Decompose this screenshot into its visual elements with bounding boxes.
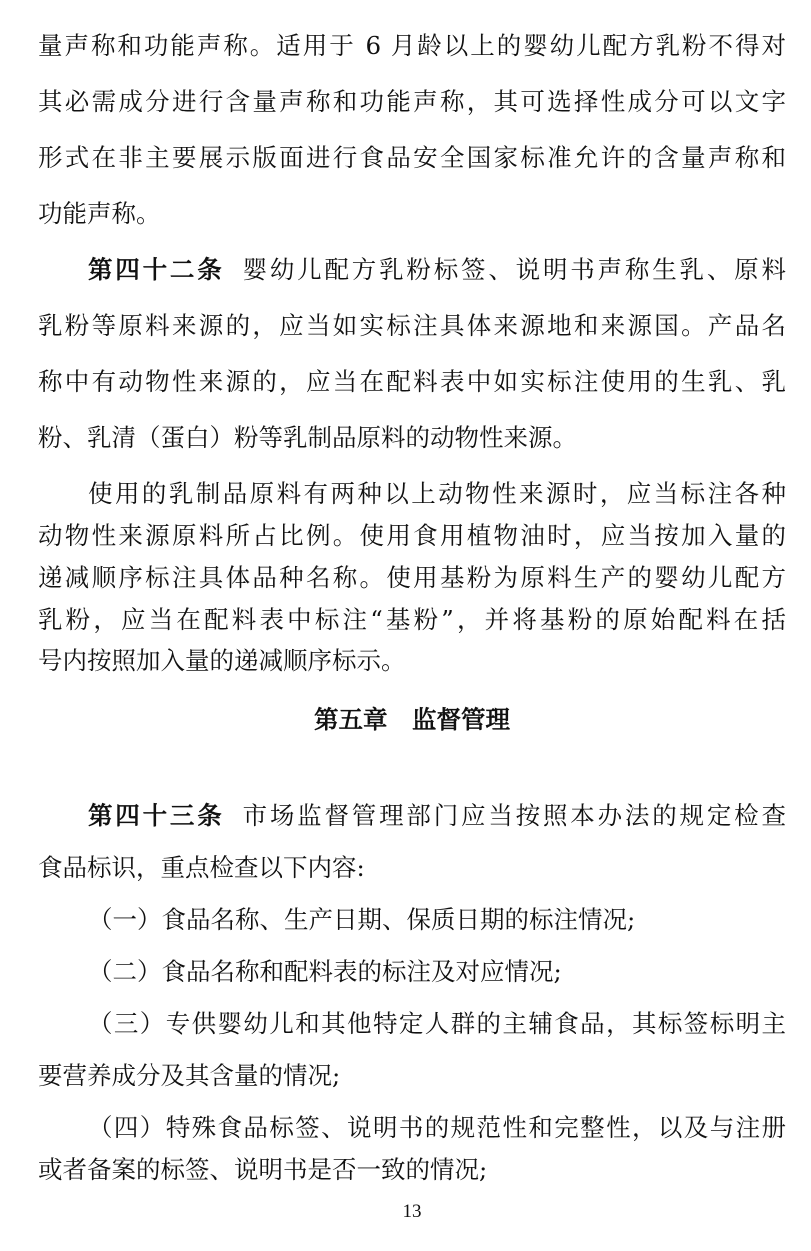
text-line: 粉、乳清（蛋白）粉等乳制品原料的动物性来源。 — [38, 423, 577, 452]
list-item: （一）食品名称、生产日期、保质日期的标注情况; — [88, 905, 636, 934]
chapter-title: 第五章 监督管理 — [314, 705, 510, 734]
text-line: 称中有动物性来源的，应当在配料表中如实标注使用的生乳、乳 — [38, 367, 786, 396]
text-line: 形式在非主要展示版面进行食品安全国家标准允许的含量声称和 — [38, 143, 786, 172]
article-42-title: 第四十二条 — [88, 255, 225, 284]
text-line: 动物性来源原料所占比例。使用食用植物油时，应当按加入量的 — [38, 521, 786, 550]
article-42-text: 婴幼儿配方乳粉标签、说明书声称生乳、原料 — [242, 255, 786, 284]
article-43-title: 第四十三条 — [88, 801, 225, 830]
text-line: 乳粉等原料来源的，应当如实标注具体来源地和来源国。产品名 — [38, 311, 786, 340]
article-43-text: 市场监督管理部门应当按照本办法的规定检查 — [242, 801, 786, 830]
list-item: （二）食品名称和配料表的标注及对应情况; — [88, 957, 562, 986]
text-line: 号内按照加入量的递减顺序标示。 — [38, 646, 406, 675]
list-item: （四）特殊食品标签、说明书的规范性和完整性，以及与注册 — [88, 1113, 786, 1142]
text-line: 要营养成分及其含量的情况; — [38, 1061, 341, 1090]
text-line: 功能声称。 — [38, 199, 161, 228]
text-line: 使用的乳制品原料有两种以上动物性来源时，应当标注各种 — [88, 479, 786, 508]
text-line: 乳粉，应当在配料表中标注“基粉”，并将基粉的原始配料在括 — [38, 605, 786, 634]
article-42-first-line — [88, 250, 786, 290]
page-number: 13 — [402, 1201, 422, 1222]
text-line: 递减顺序标注具体品种名称。使用基粉为原料生产的婴幼儿配方 — [38, 563, 786, 592]
text-line: 其必需成分进行含量声称和功能声称，其可选择性成分可以文字 — [38, 87, 786, 116]
text-line: 量声称和功能声称。适用于 6 月龄以上的婴幼儿配方乳粉不得对 — [38, 31, 786, 60]
list-item: （三）专供婴幼儿和其他特定人群的主辅食品，其标签标明主 — [88, 1009, 786, 1038]
text-line: 或者备案的标签、说明书是否一致的情况; — [38, 1155, 488, 1184]
document-page — [38, 0, 786, 1251]
article-43-first-line — [88, 796, 786, 836]
text-line: 食品标识，重点检查以下内容: — [38, 853, 365, 882]
